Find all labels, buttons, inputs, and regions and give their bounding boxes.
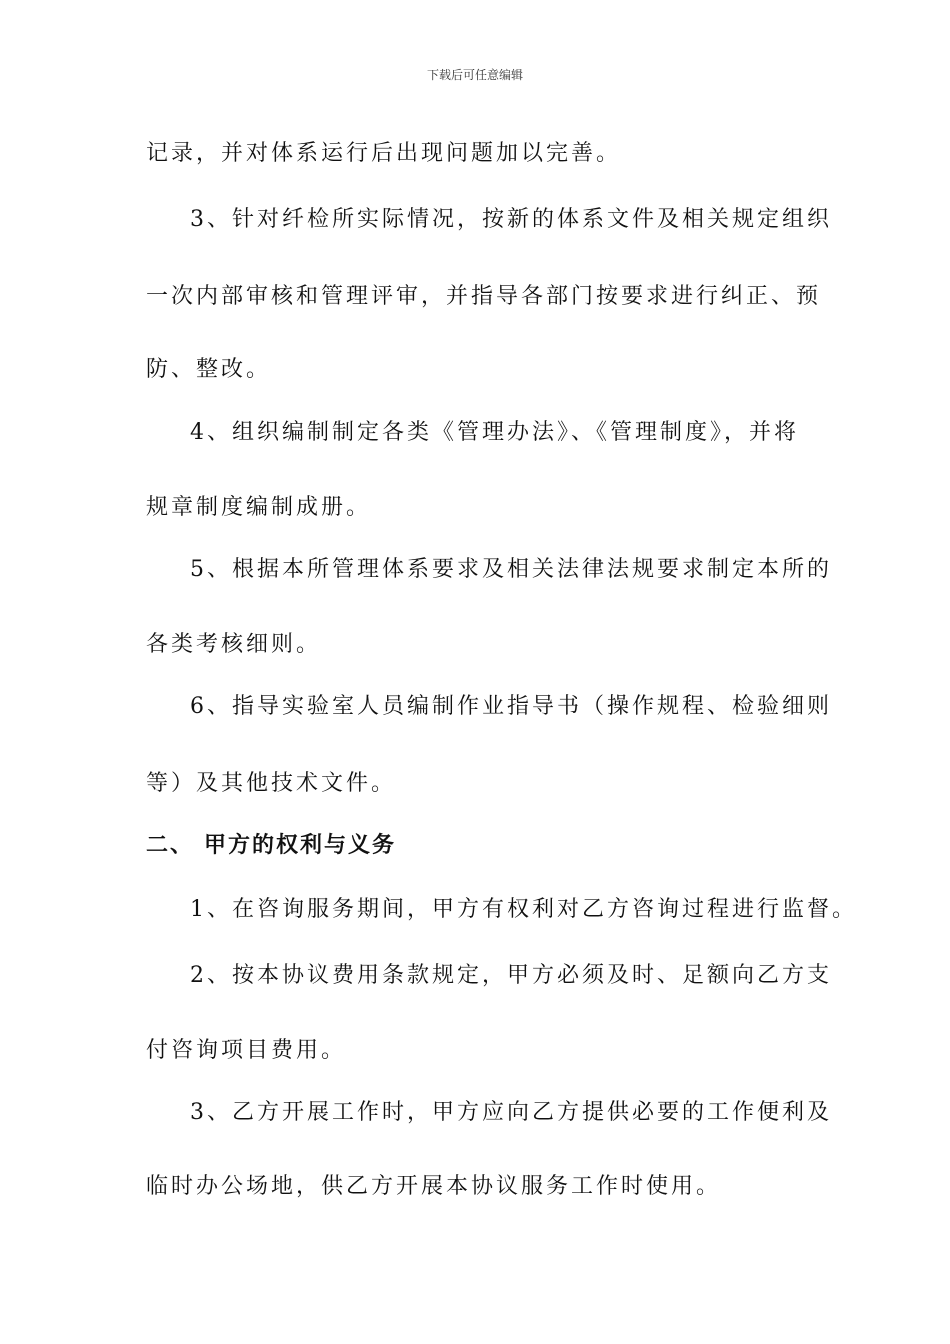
- rights-item-2-line2: 付咨询项目费用。: [146, 1038, 347, 1063]
- list-item-3-line1: 3、针对纤检所实际情况，按新的体系文件及相关规定组织: [190, 207, 832, 232]
- list-item-3-line2: 一次内部审核和管理评审，并指导各部门按要求进行纠正、预: [146, 284, 822, 309]
- list-item-4-line1: 4、组织编制制定各类《管理办法》、《管理制度》，并将: [190, 420, 799, 445]
- page-header: 下载后可任意编辑: [426, 68, 523, 82]
- rights-item-3-line1: 3、乙方开展工作时，甲方应向乙方提供必要的工作便利及: [190, 1100, 832, 1125]
- section-number: 二、: [146, 832, 195, 858]
- list-item-5-line2: 各类考核细则。: [146, 632, 322, 657]
- list-item-6-line2: 等）及其他技术文件。: [146, 771, 397, 796]
- rights-item-1: 1、在咨询服务期间，甲方有权利对乙方咨询过程进行监督。: [190, 897, 857, 922]
- section-title: 甲方的权利与义务: [204, 832, 397, 858]
- rights-item-3-line2: 临时办公场地，供乙方开展本协议服务工作时使用。: [146, 1174, 722, 1199]
- list-item-4-line2: 规章制度编制成册。: [146, 495, 372, 520]
- section-heading: [146, 828, 396, 859]
- rights-item-2-line1: 2、按本协议费用条款规定，甲方必须及时、足额向乙方支: [190, 963, 832, 988]
- list-item-5-line1: 5、根据本所管理体系要求及相关法律法规要求制定本所的: [190, 557, 832, 582]
- body-line: 记录，并对体系运行后出现问题加以完善。: [146, 141, 622, 166]
- list-item-3-line3: 防、整改。: [146, 357, 272, 382]
- list-item-6-line1: 6、指导实验室人员编制作业指导书（操作规程、检验细则: [190, 694, 832, 719]
